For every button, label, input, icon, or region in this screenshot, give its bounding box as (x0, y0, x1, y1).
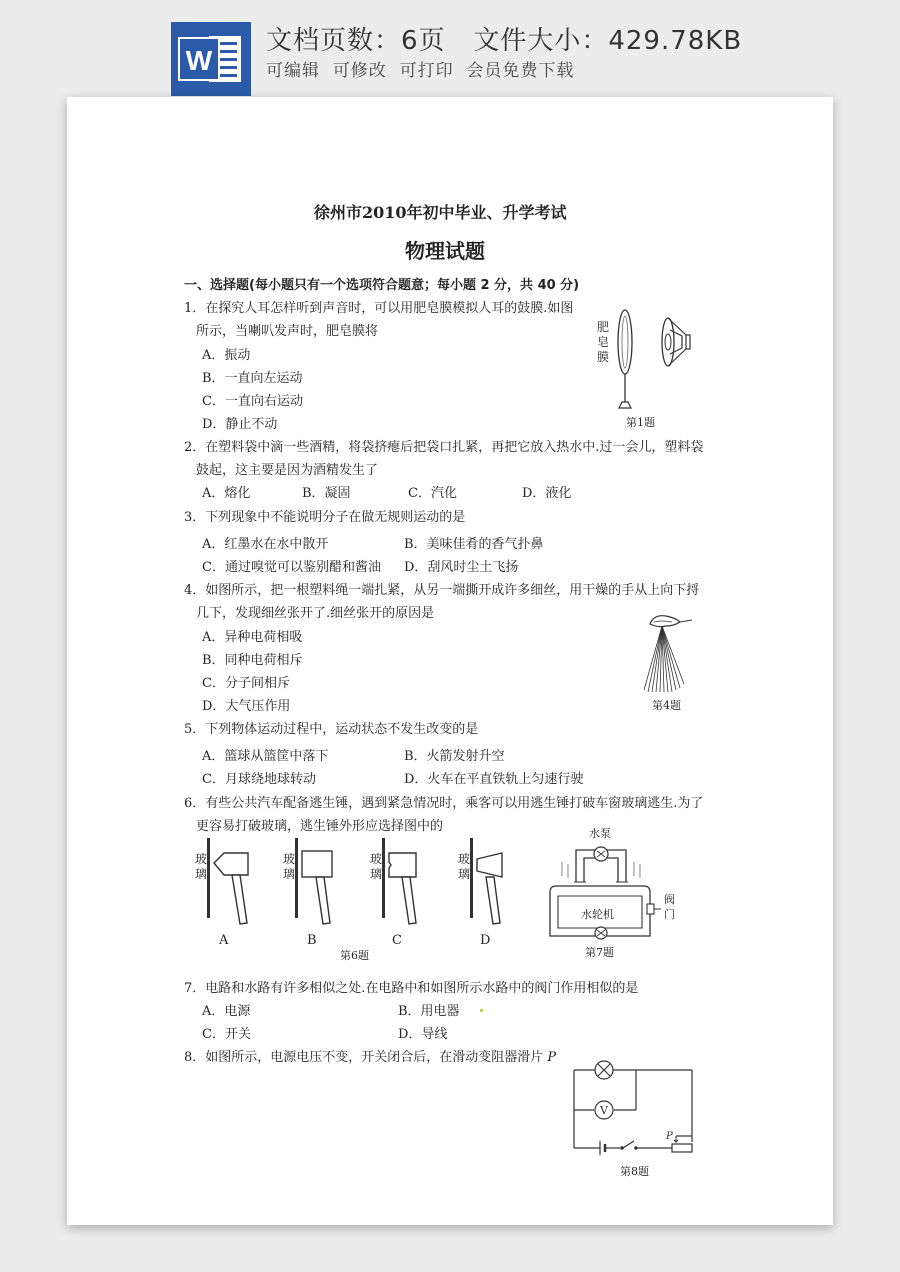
banner-title: 文档页数：6页 文件大小：429.78KB (266, 26, 743, 56)
q3-stem: 3．下列现象中不能说明分子在做无规则运动的是 (184, 510, 466, 525)
download-banner (0, 0, 900, 96)
q8-figure-caption: 第8题 (620, 1165, 649, 1178)
q4-figure-caption: 第4题 (652, 699, 681, 712)
q7-pump-label: 水泵 (589, 827, 611, 840)
q2-option-a: A．熔化 (202, 486, 251, 501)
q5-option-c: C．月球绕地球转动 (202, 772, 316, 787)
subject-title: 物理试题 (405, 239, 485, 263)
q3-option-d: D．刮风时尘土飞扬 (404, 560, 519, 575)
q2-option-d: D．液化 (522, 486, 572, 501)
q7-water-circuit-figure (540, 838, 665, 948)
q3-option-c: C．通过嗅觉可以鉴别醋和酱油 (202, 560, 381, 575)
q7-option-a: A．电源 (202, 1004, 251, 1019)
q6-label-d: D (480, 933, 491, 948)
q2-option-b: B．凝固 (302, 486, 351, 501)
q1-option-b: B．一直向左运动 (202, 371, 303, 386)
svg-text:W: W (185, 45, 213, 76)
q6-glass-label-d: 玻璃 (458, 852, 471, 881)
q4-option-b: B．同种电荷相斥 (202, 653, 303, 668)
q7-figure-caption: 第7题 (585, 946, 614, 959)
q6-label-b: B (307, 933, 317, 948)
q7-option-d: D．导线 (398, 1027, 448, 1042)
q8-stem-text: 8．如图所示，电源电压不变，开关闭合后，在滑动变阻器滑片 (184, 1050, 544, 1065)
q5-stem: 5．下列物体运动过程中，运动状态不发生改变的是 (184, 722, 479, 737)
section-heading: 一、选择题(每小题只有一个选项符合题意；每小题 2 分，共 40 分) (184, 278, 580, 293)
q1-soap-film-speaker-figure (610, 302, 700, 412)
q8-figure-p-label: P (666, 1131, 673, 1142)
q6-glass-label-a: 玻璃 (195, 852, 208, 881)
q1-figure-caption: 第1题 (626, 416, 655, 429)
q1-figure-label: 肥皂膜 (597, 320, 610, 364)
q6-label-a: A (219, 933, 229, 948)
q8-stem (184, 1046, 556, 1065)
q7-turbine-label: 水轮机 (581, 908, 614, 921)
q3-option-a: A．红墨水在水中散开 (202, 537, 329, 552)
q4-option-d: D．大气压作用 (202, 699, 291, 714)
q7-option-c: C．开关 (202, 1027, 251, 1042)
q1-option-c: C．一直向右运动 (202, 394, 303, 409)
q7-stem: 7．电路和水路有许多相似之处.在电路中和如图所示水路中的阀门作用相似的是 (184, 981, 639, 996)
q8-slider-symbol: P (547, 1050, 557, 1065)
q8-circuit-figure (566, 1060, 701, 1160)
q2-stem-line2: 鼓起，这主要是因为酒精发生了 (196, 463, 379, 478)
q1-stem-line1: 1．在探究人耳怎样听到声音时，可以用肥皂膜模拟人耳的鼓膜.如图 (184, 301, 574, 316)
q6-label-c: C (392, 933, 402, 948)
q8-voltmeter-symbol: V (600, 1104, 608, 1117)
q5-option-b: B．火箭发射升空 (404, 749, 505, 764)
banner-subtitle: 可编辑 可修改 可打印 会员免费下载 (266, 61, 575, 81)
q6-glass-label-b: 玻璃 (283, 852, 296, 881)
q7-option-b: B．用电器 (398, 1004, 460, 1019)
q6-glass-label-c: 玻璃 (370, 852, 383, 881)
q7-valve-label: 阀门 (664, 893, 675, 921)
q4-stem-line2: 几下，发现细丝张开了.细丝张开的原因是 (196, 606, 435, 621)
q5-option-d: D．火车在平直铁轨上匀速行驶 (404, 772, 584, 787)
q5-option-a: A．篮球从篮筐中落下 (202, 749, 329, 764)
q1-option-a: A．振动 (202, 348, 251, 363)
exam-title: 徐州市2010年初中毕业、升学考试 (314, 203, 567, 222)
stray-mark (480, 1009, 483, 1012)
q6-hammer-options-figure (180, 835, 520, 940)
q3-option-b: B．美味佳肴的香气扑鼻 (404, 537, 544, 552)
q2-stem-line1: 2．在塑料袋中滴一些酒精，将袋挤瘪后把袋口扎紧，再把它放入热水中.过一会儿，塑料袋 (184, 440, 704, 455)
q4-plastic-strings-figure (636, 610, 696, 694)
q2-option-c: C．汽化 (408, 486, 457, 501)
q1-option-d: D．静止不动 (202, 417, 278, 432)
q6-stem-line2: 更容易打破玻璃，逃生锤外形应选择图中的 (196, 819, 444, 834)
q4-option-a: A．异种电荷相吸 (202, 630, 303, 645)
word-document-icon (171, 22, 251, 96)
q6-stem-line1: 6．有些公共汽车配备逃生锤，遇到紧急情况时，乘客可以用逃生锤打破车窗玻璃逃生.为了 (184, 796, 704, 811)
q1-stem-line2: 所示，当喇叭发声时，肥皂膜将 (196, 324, 379, 339)
q4-option-c: C．分子间相斥 (202, 676, 290, 691)
q6-figure-caption: 第6题 (340, 949, 369, 962)
q4-stem-line1: 4．如图所示，把一根塑料绳一端扎紧，从另一端撕开成许多细丝，用干燥的手从上向下捋 (184, 583, 700, 598)
